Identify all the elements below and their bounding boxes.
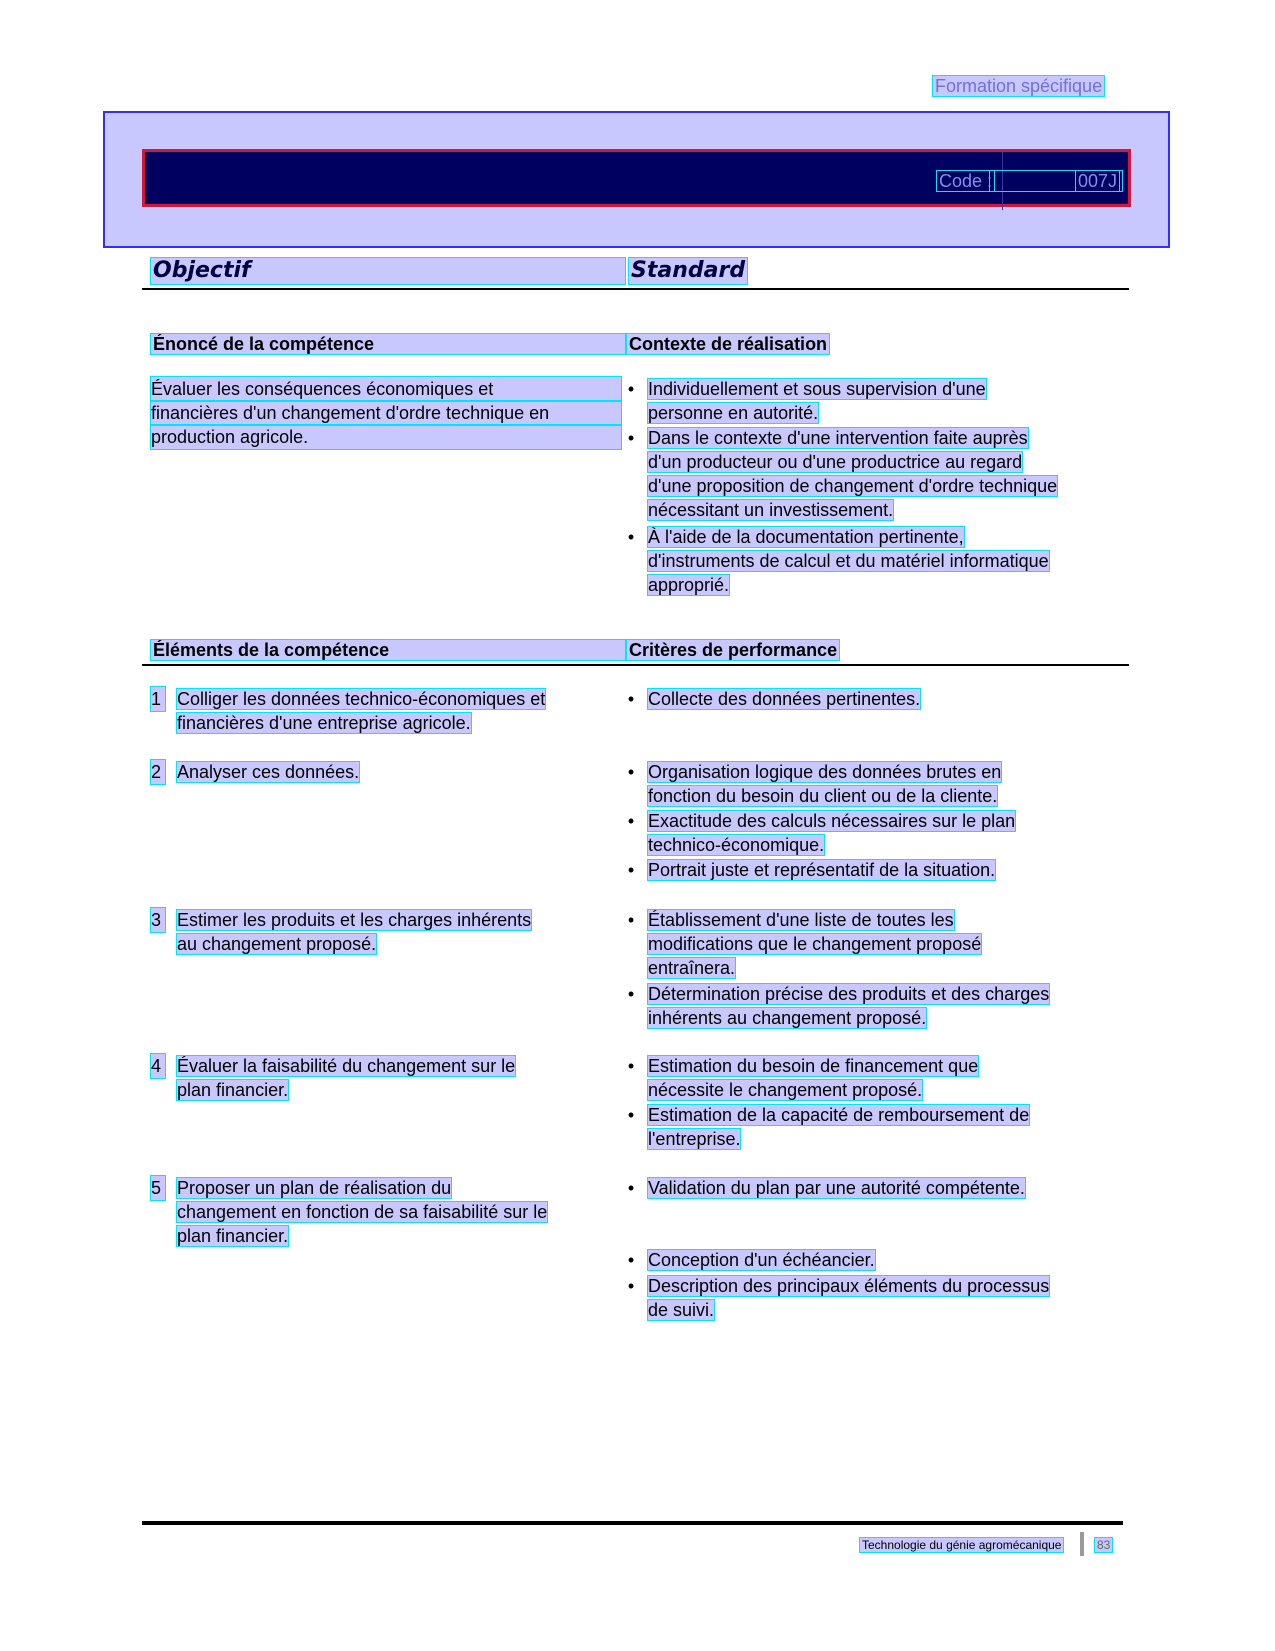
criterion-line: technico-économique.: [648, 835, 825, 855]
criterion-item: [627, 1176, 1127, 1200]
bullet-icon: •: [627, 762, 635, 782]
criterion-line: Établissement d'une liste de toutes les: [648, 910, 954, 930]
element-line: Proposer un plan de réalisation du: [177, 1178, 452, 1198]
criterion-line: de suivi.: [648, 1300, 715, 1320]
context-line: Dans le contexte d'une intervention faite auprès: [648, 428, 1028, 448]
criterion-line: Organisation logique des données brutes en: [648, 762, 1002, 782]
criterion-line: Portrait juste et représentatif de la situation.: [648, 860, 996, 880]
context-heading: Contexte de réalisation: [629, 334, 828, 354]
page-number: 83: [1097, 1538, 1111, 1552]
element-row: [151, 760, 621, 784]
competence-line: financières d'un changement d'ordre technique en: [151, 401, 621, 425]
criterion-item: [627, 1248, 1127, 1272]
context-line: personne en autorité.: [648, 403, 819, 423]
bullet-icon: •: [627, 860, 635, 880]
competence-line: production agricole.: [151, 425, 621, 449]
context-item: [627, 426, 1127, 522]
element-number: 4: [151, 1054, 165, 1078]
divider-rule: [142, 288, 1129, 290]
criterion-item: [627, 1103, 1127, 1151]
context-line: À l'aide de la documentation pertinente,: [648, 527, 964, 547]
criterion-line: fonction du besoin du client ou de la cliente.: [648, 786, 998, 806]
footer-rule: [142, 1521, 1123, 1525]
criterion-line: Exactitude des calculs nécessaires sur le plan: [648, 811, 1016, 831]
divider-rule: [142, 664, 1129, 666]
context-line: d'un producteur ou d'une productrice au regard: [648, 452, 1023, 472]
element-line: plan financier.: [177, 1080, 289, 1100]
criterion-line: Conception d'un échéancier.: [648, 1250, 875, 1270]
context-line: approprié.: [648, 575, 730, 595]
bullet-icon: •: [627, 1276, 635, 1296]
standard-heading: Standard: [631, 258, 746, 283]
competence-line: Évaluer les conséquences économiques et: [151, 377, 621, 401]
criterion-item: [627, 1274, 1127, 1322]
criterion-line: Estimation du besoin de financement que: [648, 1056, 979, 1076]
code-label: Code :: [939, 171, 993, 191]
bullet-icon: •: [627, 811, 635, 831]
context-line: d'instruments de calcul et du matériel informatique: [648, 551, 1049, 571]
criterion-line: l'entreprise.: [648, 1129, 741, 1149]
element-line: au changement proposé.: [177, 934, 377, 954]
criterion-item: [627, 982, 1127, 1030]
competence-statement: [151, 377, 621, 449]
element-line: changement en fonction de sa faisabilité sur le: [177, 1202, 548, 1222]
criterion-item: [627, 687, 1127, 711]
criterion-item: [627, 760, 1127, 808]
bullet-icon: •: [627, 689, 635, 709]
element-line: plan financier.: [177, 1226, 289, 1246]
element-number: 1: [151, 687, 165, 711]
bullet-icon: •: [627, 1105, 635, 1125]
element-row: [151, 687, 621, 735]
bullet-icon: •: [627, 527, 635, 547]
context-item: [627, 525, 1127, 597]
criterion-line: nécessite le changement proposé.: [648, 1080, 923, 1100]
context-line: Individuellement et sous supervision d'une: [648, 379, 986, 399]
element-line: Estimer les produits et les charges inhérents: [177, 910, 532, 930]
criterion-item: [627, 809, 1127, 857]
bullet-icon: •: [627, 984, 635, 1004]
elements-heading: Éléments de la compétence: [151, 640, 625, 660]
criterion-line: entraînera.: [648, 958, 736, 978]
context-item: [627, 377, 1127, 425]
criterion-line: Collecte des données pertinentes.: [648, 689, 921, 709]
context-line: d'une proposition de changement d'ordre technique: [648, 476, 1058, 496]
bullet-icon: •: [627, 428, 635, 448]
code-value: 007J: [1078, 171, 1118, 191]
objectif-heading: Objectif: [151, 258, 625, 284]
bullet-icon: •: [627, 1178, 635, 1198]
element-line: Colliger les données technico-économiques et: [177, 689, 546, 709]
competence-heading: Énoncé de la compétence: [151, 334, 625, 354]
bullet-icon: •: [627, 1250, 635, 1270]
criterion-line: Estimation de la capacité de remboursement de: [648, 1105, 1030, 1125]
criterion-line: Validation du plan par une autorité compétente.: [648, 1178, 1025, 1198]
criterion-line: Description des principaux éléments du processus: [648, 1276, 1050, 1296]
footer-program-name: Technologie du génie agromécanique: [862, 1538, 1062, 1552]
element-line: Évaluer la faisabilité du changement sur le: [177, 1056, 516, 1076]
context-line: nécessitant un investissement.: [648, 500, 894, 520]
element-number: 3: [151, 908, 165, 932]
criteria-heading: Critères de performance: [629, 640, 838, 660]
bullet-icon: •: [627, 910, 635, 930]
criterion-item: [627, 908, 1127, 980]
footer-separator: [1080, 1532, 1084, 1556]
element-number: 5: [151, 1176, 165, 1200]
criterion-item: [627, 858, 1127, 882]
bullet-icon: •: [627, 379, 635, 399]
criterion-line: modifications que le changement proposé: [648, 934, 982, 954]
element-line: Analyser ces données.: [177, 762, 360, 782]
element-row: [151, 908, 621, 956]
element-number: 2: [151, 760, 165, 784]
element-row: [151, 1176, 621, 1248]
criterion-item: [627, 1054, 1127, 1102]
element-line: financières d'une entreprise agricole.: [177, 713, 471, 733]
document-section-label: Formation spécifique: [935, 76, 1103, 96]
element-row: [151, 1054, 621, 1102]
bullet-icon: •: [627, 1056, 635, 1076]
criterion-line: Détermination précise des produits et des charges: [648, 984, 1050, 1004]
criterion-line: inhérents au changement proposé.: [648, 1008, 927, 1028]
